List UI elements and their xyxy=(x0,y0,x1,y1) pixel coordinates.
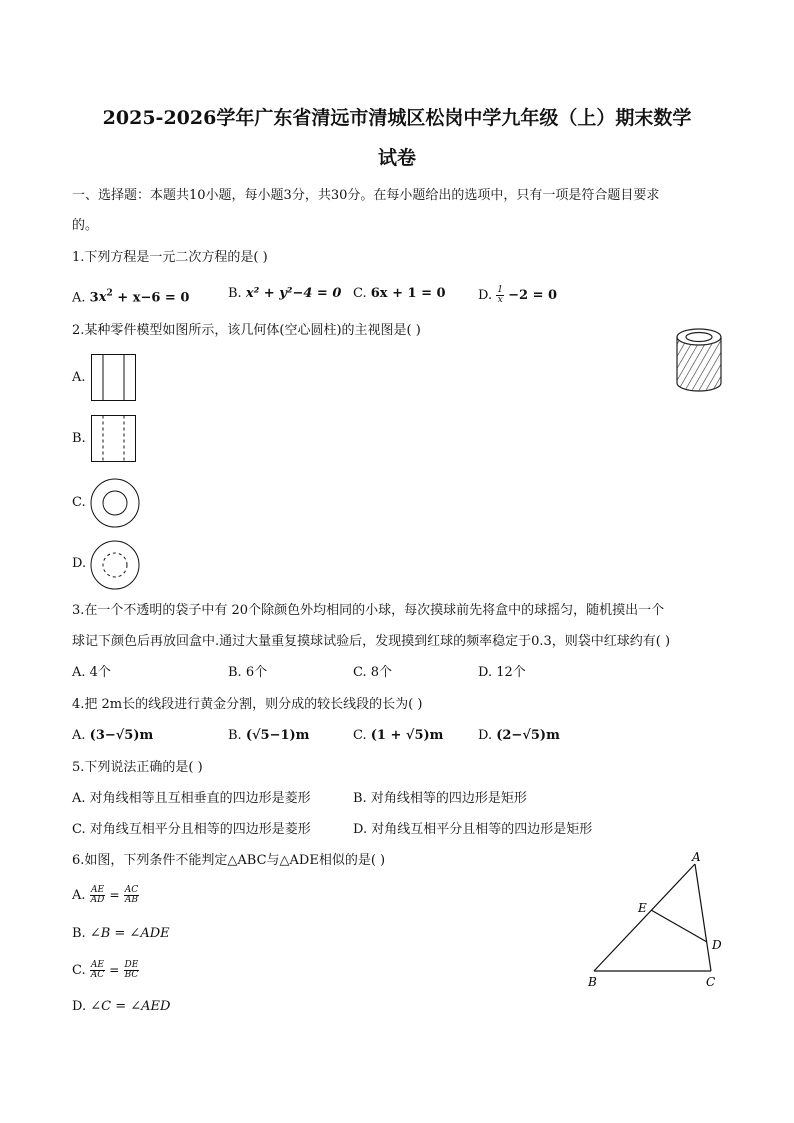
vertex-label-d: D xyxy=(712,938,722,952)
q4-b-label: B. xyxy=(228,728,242,743)
vertex-label-a: A xyxy=(692,850,701,864)
q2-c-label: C. xyxy=(72,495,86,510)
triangle-figure xyxy=(580,850,730,995)
q5-option-a: A. 对角线相等且互相垂直的四边形是菱形 xyxy=(72,791,311,806)
q5-option-c: C. 对角线互相平分且相等的四边形是菱形 xyxy=(72,822,311,837)
q1-option-b xyxy=(228,286,341,302)
vertex-label-e: E xyxy=(638,901,647,915)
q2-a-label: A. xyxy=(72,370,86,385)
q4-a-label: A. xyxy=(72,728,86,743)
q3-option-c: C. 8个 xyxy=(353,665,393,680)
q4-a-math: (3−√5)m xyxy=(89,728,154,743)
q3-option-d: D. 12个 xyxy=(478,665,526,680)
section-heading-cont: 的。 xyxy=(72,218,99,233)
q6-option-b xyxy=(72,926,170,942)
vertex-label-b: B xyxy=(588,975,597,989)
q3-option-b: B. 6个 xyxy=(228,665,268,680)
q4-option-d xyxy=(478,728,560,744)
q2-b-label: B. xyxy=(72,431,86,446)
q1-option-d xyxy=(478,286,557,305)
q1-b-math: x² + y²−4 = 0 xyxy=(245,286,342,301)
q6-c-frac2: $\frac{DE}{BC}$ xyxy=(124,960,139,980)
q1-d-label: D. xyxy=(478,288,493,303)
q4-b-math: (√5−1)m xyxy=(245,728,310,743)
section-heading: 一、选择题：本题共10小题，每小题3分，共30分。在每小题给出的选项中，只有一项是符合题目要求 xyxy=(72,188,660,203)
q1-d-fraction: $\frac{1}{x}$ xyxy=(497,285,503,305)
q2-option-d-figure xyxy=(90,540,140,590)
q6-a-frac1: $\frac{AE}{AD}$ xyxy=(90,885,105,905)
q2-option-a-figure xyxy=(91,354,137,402)
hollow-cylinder-figure xyxy=(674,325,724,395)
q1-d-math: −2 = 0 xyxy=(508,288,558,303)
q2-option-c-figure xyxy=(90,478,140,528)
q6-option-c: C. $\frac{AE}{AC}$ = $\frac{DE}{BC}$ xyxy=(72,960,139,980)
q4-c-label: C. xyxy=(353,728,367,743)
q1-c-math: 6x + 1 = 0 xyxy=(370,286,446,301)
q1-a-label: A. xyxy=(72,290,86,306)
q5-option-b: B. 对角线相等的四边形是矩形 xyxy=(353,791,527,806)
page-title-line2: 试卷 xyxy=(377,147,416,169)
q5-stem: 5.下列说法正确的是( ) xyxy=(72,760,203,775)
q1-c-label: C. xyxy=(353,286,367,301)
q1-option-a xyxy=(72,286,189,306)
q1-a-math: $3x^2 + x-6 = 0$ xyxy=(89,289,190,306)
q4-d-math: (2−√5)m xyxy=(496,728,560,743)
q6-option-d xyxy=(72,999,170,1015)
q4-option-b xyxy=(228,728,309,744)
page-title: 2025-2026学年广东省清远市清城区松岗中学九年级（上）期末数学 xyxy=(102,107,692,129)
q6-c-frac1: $\frac{AE}{AC}$ xyxy=(90,960,105,980)
q3-option-a: A. 4个 xyxy=(72,665,111,680)
q3-stem-line2: 球记下颜色后再放回盒中.通过大量重复摸球试验后，发现摸到红球的频率稳定于0.3，则袋中红球约有( ) xyxy=(72,634,671,649)
q4-c-math: (1 + √5)m xyxy=(370,728,444,743)
q6-a-frac2: $\frac{AC}{AB}$ xyxy=(124,885,139,905)
vertex-label-c: C xyxy=(706,975,716,989)
q6-b-label: B. xyxy=(72,926,86,941)
q4-d-label: D. xyxy=(478,728,493,743)
q5-option-d: D. 对角线互相平分且相等的四边形是矩形 xyxy=(353,822,593,837)
q1-option-c xyxy=(353,286,446,302)
q1-stem: 1.下列方程是一元二次方程的是( ) xyxy=(72,250,268,265)
q6-c-label: C. xyxy=(72,963,86,978)
q6-a-label: A. xyxy=(72,888,86,903)
q6-d-math: ∠C = ∠AED xyxy=(90,999,171,1014)
q2-stem: 2.某种零件模型如图所示，该几何体(空心圆柱)的主视图是( ) xyxy=(72,323,421,338)
q6-option-a: A. $\frac{AE}{AD}$ = $\frac{AC}{AB}$ xyxy=(72,885,139,905)
q4-stem: 4.把 2m长的线段进行黄金分割，则分成的较长线段的长为( ) xyxy=(72,697,423,712)
q6-d-label: D. xyxy=(72,999,87,1014)
q6-stem: 6.如图，下列条件不能判定△ABC与△ADE相似的是( ) xyxy=(72,853,386,868)
q1-b-label: B. xyxy=(228,286,242,301)
q4-option-c xyxy=(353,728,443,744)
q4-option-a xyxy=(72,728,153,744)
q2-d-label: D. xyxy=(72,556,87,571)
q3-stem-line1: 3.在一个不透明的袋子中有 20个除颜色外均相同的小球，每次摸球前先将盒中的球摇匀，随机摸出一个 xyxy=(72,603,665,618)
q6-b-math: ∠B = ∠ADE xyxy=(89,926,170,941)
q2-option-b-figure xyxy=(91,415,137,463)
